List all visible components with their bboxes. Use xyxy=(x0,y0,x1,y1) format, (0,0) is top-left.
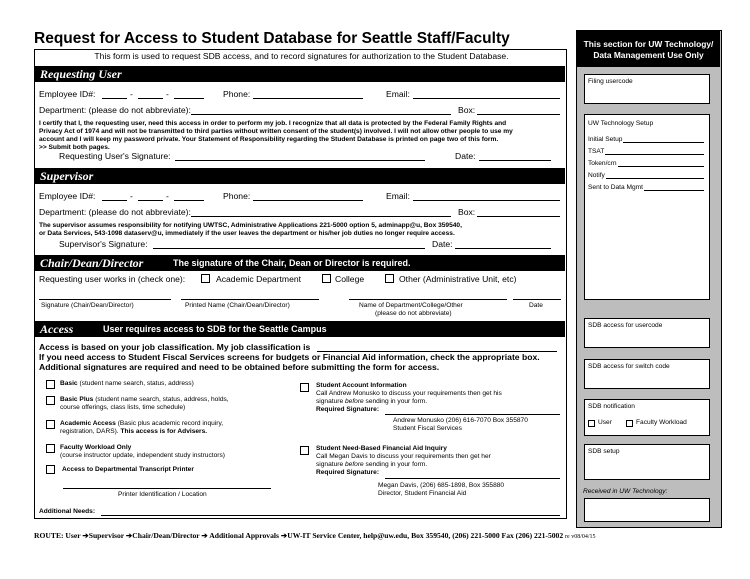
uw-technology-panel xyxy=(576,30,722,528)
chair-date-label: Date xyxy=(529,302,543,309)
sv-dash-1: - xyxy=(130,191,133,201)
sdb-usercode-box[interactable] xyxy=(584,318,710,348)
sv-phone-field[interactable] xyxy=(253,200,363,201)
sv-phone-label: Phone: xyxy=(223,191,251,201)
basic-plus-checkbox[interactable] xyxy=(46,396,55,405)
ru-dash-2: - xyxy=(166,89,169,99)
notification-options xyxy=(588,419,706,429)
transcript-printer-title: Access to Departmental Transcript Printer xyxy=(62,466,194,473)
fa-desc2b: before xyxy=(344,461,364,468)
ru-phone-label: Phone: xyxy=(223,89,251,99)
side-heading-2: Data Management Use Only xyxy=(593,50,704,60)
academic-access-checkbox[interactable] xyxy=(46,420,55,429)
setup-token-label: Token/crn xyxy=(588,160,617,167)
chair-department-label: Name of Department/College/Other xyxy=(359,302,463,309)
other-unit-label: Other (Administrative Unit, etc) xyxy=(399,274,517,284)
faculty-title: Faculty Workload Only xyxy=(60,444,132,451)
supervisor-heading: Supervisor xyxy=(40,169,94,183)
ru-employee-id-part2[interactable] xyxy=(138,98,163,99)
sv-department-field[interactable] xyxy=(191,216,451,217)
basic-plus-title: Basic Plus xyxy=(60,396,94,403)
fiscal-instruction-1: If you need access to Student Fiscal Services screens for budgets or Financial Aid information, check the appropriate box. xyxy=(39,352,540,362)
filing-usercode-label: Filing usercode xyxy=(588,78,633,85)
sv-date-label: Date: xyxy=(432,239,453,249)
academic-department-checkbox[interactable] xyxy=(201,274,210,283)
ru-netid-label: UW NetID: xyxy=(461,72,503,82)
ru-phone-field[interactable] xyxy=(253,98,363,99)
sv-employee-id-part3[interactable] xyxy=(174,200,204,201)
sv-note xyxy=(39,222,462,238)
chair-heading: Chair/Dean/Director xyxy=(40,256,144,270)
chair-printed-name-label: Printed Name (Chair/Dean/Director) xyxy=(185,302,290,309)
sv-employee-id-part1[interactable] xyxy=(102,200,127,201)
ru-department-field[interactable] xyxy=(191,114,451,115)
additional-needs-label: Additional Needs: xyxy=(39,508,96,515)
setup-title: UW Technology Setup xyxy=(588,120,654,127)
chair-heading-note: The signature of the Chair, Dean or Director is required. xyxy=(173,258,411,268)
financial-aid-option xyxy=(316,445,491,477)
college-checkbox[interactable] xyxy=(322,274,331,283)
side-panel-header xyxy=(577,31,720,67)
ru-certify-line2: Privacy Act of 1974 and will not be transmitted to third parties without written consent of the student(s) involved. I will not allow other people to use my xyxy=(39,128,513,135)
fa-contact xyxy=(378,482,504,498)
ru-box-field[interactable] xyxy=(477,114,560,115)
filing-usercode-box[interactable] xyxy=(584,74,710,104)
chair-works-in-label: Requesting user works in (check one): xyxy=(39,274,186,284)
access-heading: Access xyxy=(40,322,74,336)
sv-note-line2: or Data Services, 543-1098 dataserv@u, immediately if the user leaves the department or his/her job duties no longer require access. xyxy=(39,230,455,237)
chair-signature-field[interactable] xyxy=(39,299,171,300)
setup-row-token[interactable] xyxy=(588,158,706,170)
academic-desc2b: This access is for Advisers. xyxy=(120,428,208,435)
ru-date-field[interactable] xyxy=(479,160,551,161)
ru-email-label: Email: xyxy=(386,89,410,99)
setup-row-initial[interactable] xyxy=(588,134,706,146)
sv-box-label: Box: xyxy=(458,207,476,217)
sai-title: Student Account Information xyxy=(316,382,407,389)
sv-employee-id-part2[interactable] xyxy=(138,200,163,201)
ru-signature-label: Requesting User's Signature: xyxy=(59,151,171,161)
basic-desc: (student name search, status, address) xyxy=(79,380,194,387)
sai-contact1: Andrew Monusko (206) 616-7070 Box 355870 xyxy=(393,417,528,424)
fa-required: Required Signature: xyxy=(316,469,380,476)
basic-option xyxy=(60,380,194,387)
sdb-switch-label: SDB access for switch code xyxy=(588,363,670,370)
form-title: Request for Access to Student Database for Seattle Staff/Faculty xyxy=(34,30,510,47)
sv-email-label: Email: xyxy=(386,191,410,201)
sdb-switch-box[interactable] xyxy=(584,359,710,389)
setup-row-sent[interactable] xyxy=(588,182,706,194)
setup-tsat-label: TSAT xyxy=(588,148,605,155)
ru-department-label: Department: (please do not abbreviate): xyxy=(39,105,191,115)
setup-row-tsat[interactable] xyxy=(588,146,706,158)
ru-certify-line4: >> Submit both pages. xyxy=(39,144,110,151)
setup-notify-label: Notify xyxy=(588,172,605,179)
fa-contact2: Director, Student Financial Aid xyxy=(378,490,467,497)
sdb-notification-box xyxy=(584,399,710,436)
sv-note-line1: The supervisor assumes responsibility for notifying UWTSC, Administrative Applications 221-5000 option 5, adminapp@u, Box 359540, xyxy=(39,222,462,229)
sdb-usercode-label: SDB access for usercode xyxy=(588,322,663,329)
basic-plus-desc1: (student name search, status, address, holds, xyxy=(95,396,229,403)
ru-box-label: Box: xyxy=(458,105,476,115)
sv-date-field[interactable] xyxy=(455,248,551,249)
academic-desc1: (Basic plus academic record inquiry, xyxy=(117,420,224,427)
sv-signature-field[interactable] xyxy=(153,248,425,249)
sai-contact xyxy=(393,417,528,433)
sdb-notification-label: SDB notification xyxy=(588,403,635,410)
sai-required: Required Signature: xyxy=(316,406,380,413)
request-form xyxy=(34,49,567,519)
other-unit-checkbox[interactable] xyxy=(385,274,394,283)
sv-netid-label: UW NetID: xyxy=(485,174,527,184)
ru-email-field[interactable] xyxy=(413,98,560,99)
chair-header xyxy=(35,255,565,271)
setup-sent-label: Sent to Data Mgmt xyxy=(588,184,643,191)
access-heading-note: User requires access to SDB for the Seattle Campus xyxy=(103,324,327,334)
sai-contact2: Student Fiscal Services xyxy=(393,425,462,432)
student-account-checkbox[interactable] xyxy=(300,383,309,392)
student-account-option xyxy=(316,382,502,414)
sv-department-label: Department: (please do not abbreviate): xyxy=(39,207,191,217)
setup-initial-label: Initial Setup xyxy=(588,136,623,143)
college-label: College xyxy=(335,274,365,284)
sv-signature-label: Supervisor's Signature: xyxy=(59,239,148,249)
academic-title: Academic Access xyxy=(60,420,116,427)
basic-title: Basic xyxy=(60,380,78,387)
side-heading-1: This section for UW Technology/ xyxy=(583,39,714,49)
ru-certification xyxy=(39,120,513,152)
sv-box-field[interactable] xyxy=(477,216,560,217)
chair-signature-label: Signature (Chair/Dean/Director) xyxy=(41,302,134,309)
fa-signature-field[interactable] xyxy=(385,478,560,479)
sdb-setup-label: SDB setup xyxy=(588,448,620,455)
additional-needs-field[interactable] xyxy=(101,515,560,516)
sai-signature-field[interactable] xyxy=(385,414,560,415)
chair-department-field[interactable] xyxy=(349,299,507,300)
sai-desc2c: sending in your form. xyxy=(365,398,428,405)
academic-department-label: Academic Department xyxy=(216,274,302,284)
received-box[interactable] xyxy=(584,498,710,522)
sv-netid-field[interactable] xyxy=(526,183,562,184)
sv-name-label: Name (please print): xyxy=(169,174,247,184)
fa-desc2a: signature xyxy=(316,461,344,468)
ru-certify-line1: I certify that I, the requesting user, need this access in order to perform my job. I recognize that all data is protected by the Federal Family Rights and xyxy=(39,120,507,127)
sv-dash-2: - xyxy=(166,191,169,201)
printer-id-label: Printer Identification / Location xyxy=(118,491,207,498)
chair-department-note: (please do not abbreviate) xyxy=(375,310,452,317)
notify-faculty-label: Faculty Workload xyxy=(636,419,687,426)
academic-access-option xyxy=(60,420,223,436)
access-header xyxy=(35,321,565,337)
notify-faculty-checkbox[interactable] xyxy=(626,420,633,427)
financial-aid-checkbox[interactable] xyxy=(300,446,309,455)
sv-employee-id-label: Employee ID#: xyxy=(39,191,96,201)
requesting-user-heading: Requesting User xyxy=(40,67,122,81)
setup-row-notify[interactable] xyxy=(588,170,706,182)
basic-plus-desc2: course offerings, class lists, time schedule) xyxy=(60,404,186,411)
notify-user-checkbox[interactable] xyxy=(588,420,595,427)
ru-signature-field[interactable] xyxy=(175,160,425,161)
faculty-desc: (course instructor update, independent study instructors) xyxy=(60,452,225,459)
academic-desc2a: registration, DARS). xyxy=(60,428,119,435)
printer-id-field[interactable] xyxy=(63,488,271,489)
chair-date-field[interactable] xyxy=(513,299,561,300)
route-footer xyxy=(34,531,596,540)
basic-checkbox[interactable] xyxy=(46,380,55,389)
ru-dash-1: - xyxy=(130,89,133,99)
fa-title: Student Need-Based Financial Aid Inquiry xyxy=(316,445,447,452)
ru-netid-field[interactable] xyxy=(502,81,560,82)
sv-email-field[interactable] xyxy=(413,200,560,201)
fa-contact1: Megan Davis, (206) 685-1898, Box 355880 xyxy=(378,482,505,489)
job-classification-label: Access is based on your job classification. My job classification is xyxy=(39,342,311,352)
route-revision: re v08/04/15 xyxy=(565,534,596,540)
ru-name-label: Name (please print): xyxy=(169,72,247,82)
sai-desc1: Call Andrew Monusko to discuss your requirements then get his xyxy=(316,390,502,397)
uw-technology-setup-box xyxy=(584,114,710,300)
transcript-printer-checkbox[interactable] xyxy=(46,465,55,474)
ru-employee-id-part1[interactable] xyxy=(102,98,127,99)
fa-desc2c: sending in your form. xyxy=(365,461,428,468)
faculty-workload-checkbox[interactable] xyxy=(46,444,55,453)
received-label: Received in UW Technology: xyxy=(583,488,668,495)
chair-printed-name-field[interactable] xyxy=(181,299,319,300)
fiscal-instruction-2: Additional signatures are required and need to be obtained before submitting the form for access. xyxy=(39,362,440,372)
ru-employee-id-part3[interactable] xyxy=(174,98,204,99)
ru-certify-line3: account and I will keep my password private. Your Statement of Responsibility regarding the Student Database is printed on page two of this form. xyxy=(39,136,499,143)
sdb-setup-box[interactable] xyxy=(584,444,710,480)
sai-desc2b: before xyxy=(344,398,364,405)
notify-user-label: User xyxy=(598,419,612,426)
sv-name-field[interactable] xyxy=(243,183,435,184)
sai-desc2a: signature xyxy=(316,398,344,405)
form-subtitle: This form is used to request SDB access, and to record signatures for authorization to the Student Database. xyxy=(94,51,509,61)
fa-desc1: Call Megan Davis to discuss your requirements then get her xyxy=(316,453,491,460)
ru-date-label: Date: xyxy=(455,151,476,161)
route-text: ROUTE: User ➔Supervisor ➔Chair/Dean/Director ➔ Additional Approvals ➔UW-IT Service Center, help@uw.edu, Box 359540, (206) 221-5000 Fax (206) 221-5002 xyxy=(34,531,564,540)
basic-plus-option xyxy=(60,396,229,412)
faculty-workload-option xyxy=(60,444,225,460)
ru-name-field[interactable] xyxy=(243,81,435,82)
ru-employee-id-label: Employee ID#: xyxy=(39,89,96,99)
